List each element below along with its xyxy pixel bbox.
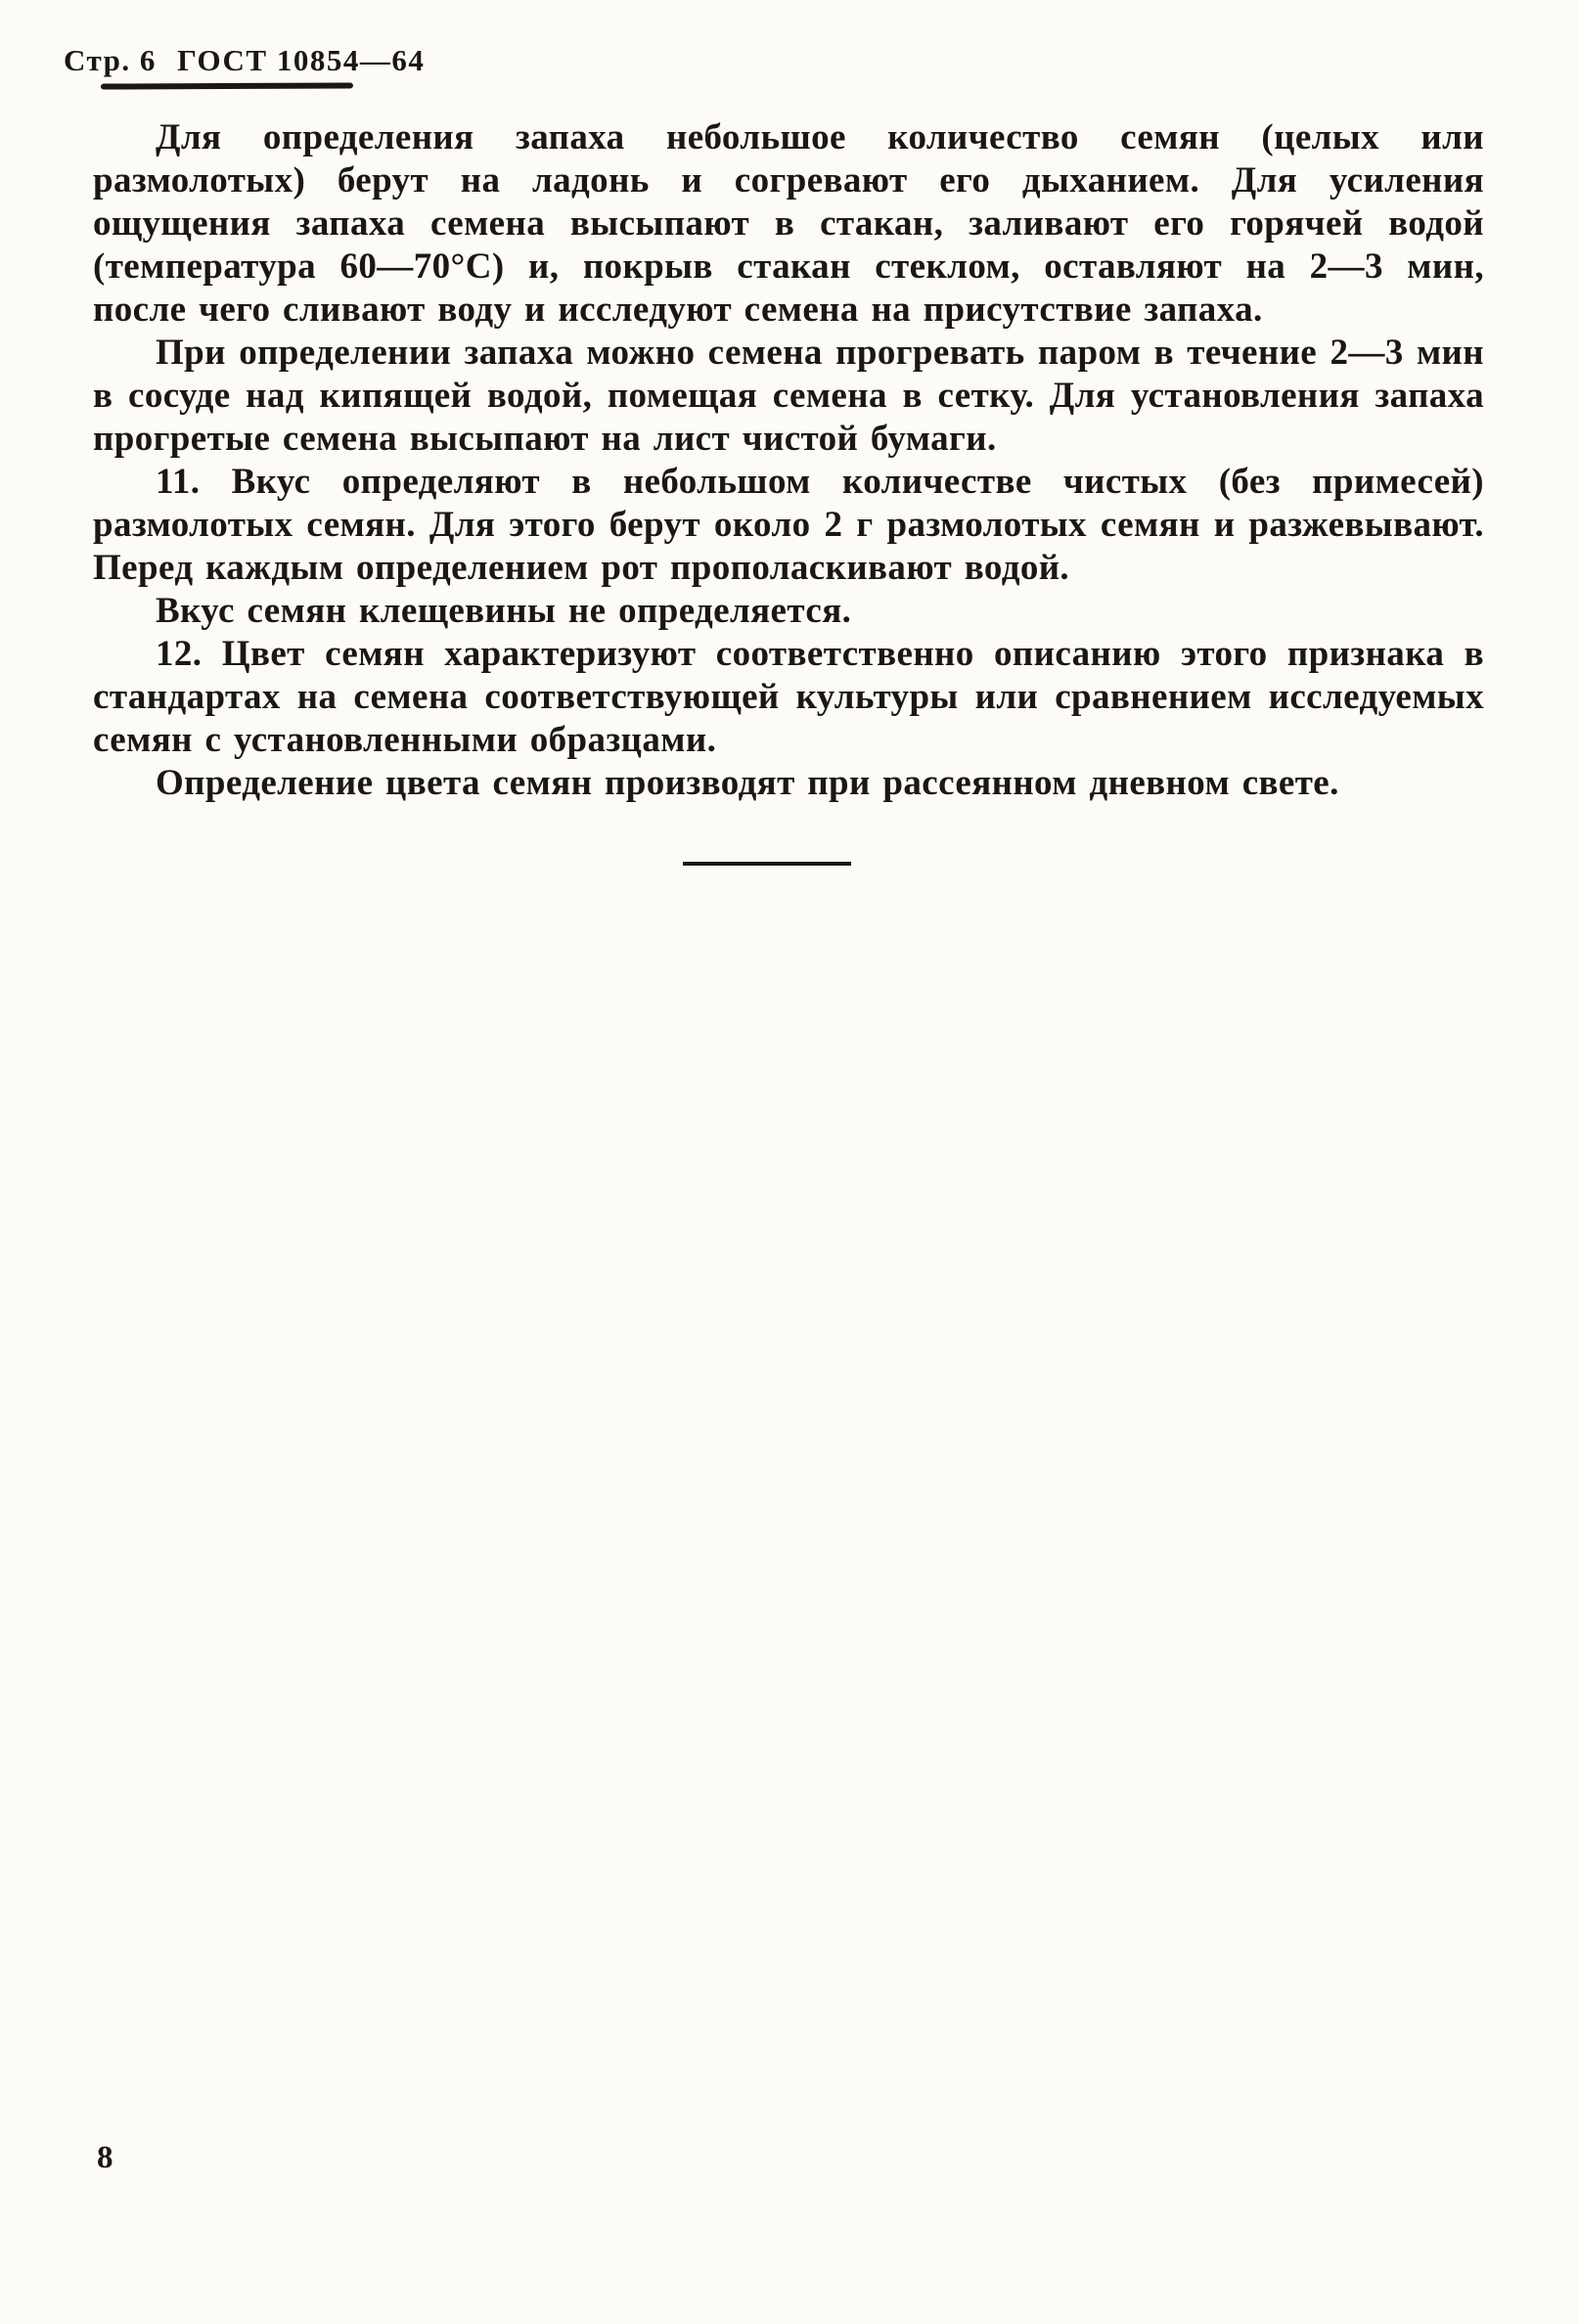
paragraph-smell-steam: При определении запаха можно семена прогревать паром в течение 2—3 мин в сосуде над кипящей водой, помещая семена в сетку. Для установления запаха прогретые семена высыпают на лист чистой бумаги. xyxy=(93,333,1484,459)
paragraph-taste-castor: Вкус семян клещевины не определяется. xyxy=(156,591,852,631)
section-divider xyxy=(683,862,851,866)
page-label: Стр. 6 xyxy=(64,43,157,77)
standard-number: ГОСТ 10854—64 xyxy=(177,43,426,77)
paragraph-color-daylight: Определение цвета семян производят при рассеянном дневном свете. xyxy=(156,763,1339,803)
page-number: 8 xyxy=(97,2140,114,2175)
header-underline xyxy=(101,82,353,89)
paragraph-color-determination: 12. Цвет семян характеризуют соответственно описанию этого признака в стандартах на семена соответствующей культуры или сравнением исследуемых семян с установленными образцами. xyxy=(93,634,1484,760)
document-body xyxy=(93,116,1484,805)
header-text xyxy=(64,43,1484,78)
paragraph-taste-determination: 11. Вкус определяют в небольшом количестве чистых (без примесей) размолотых семян. Для этого берут около 2 г размолотых семян и разжевывают. Перед каждым определением рот прополаскивают водой. xyxy=(93,462,1484,588)
page-header xyxy=(64,43,1484,89)
paragraph-smell-determination: Для определения запаха небольшое количество семян (целых или размолотых) берут на ладонь и согревают его дыханием. Для усиления ощущения запаха семена высыпают в стакан, заливают его горячей водой (температура 60—70°С) и, покрыв стакан стеклом, оставляют на 2—3 мин, после чего сливают воду и исследуют семена на присутствие запаха. xyxy=(93,117,1484,330)
